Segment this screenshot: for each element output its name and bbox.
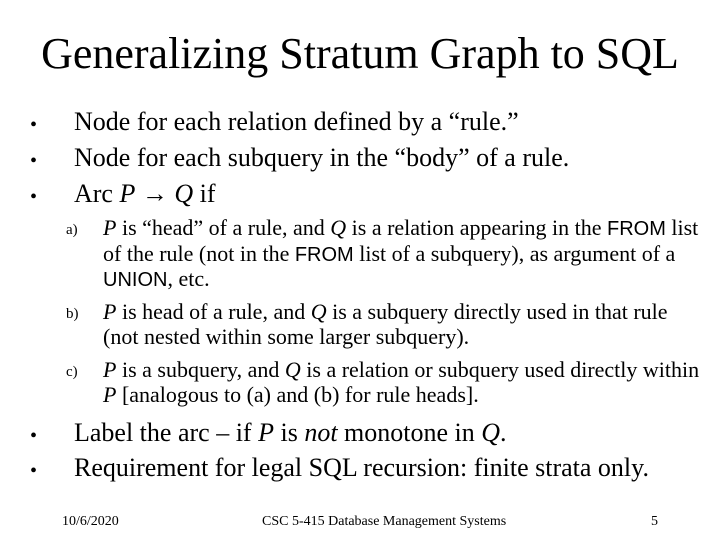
label-text-a: Label the arc – if (74, 418, 259, 447)
sub-item-run: Q (284, 357, 301, 382)
sub-item-run: list of the rule (not in the (103, 215, 699, 266)
label-text-d: . (500, 418, 507, 447)
bullet-text: Node for each relation defined by a “rule.” (74, 107, 519, 136)
bullet-marker: • (30, 150, 38, 172)
sub-item-run: P (103, 215, 117, 240)
bullet-text: Requirement for legal SQL recursion: finite strata only. (74, 453, 649, 482)
arc-q: Q (174, 179, 194, 208)
sub-item-run: Q (310, 299, 327, 324)
sub-item-run: P (103, 357, 117, 382)
sub-item-run: is a subquery directly used in that rule (not nested within some larger subquery). (103, 299, 668, 349)
sub-item-run: P (103, 299, 117, 324)
arc-p: P (119, 179, 136, 208)
sub-item-run: UNION (103, 269, 168, 291)
bullet-marker: • (30, 186, 38, 208)
footer-page-number: 5 (651, 514, 658, 529)
sub-item-run: is “head” of a rule, and (116, 215, 331, 240)
bullet-text (74, 418, 507, 448)
label-p: P (258, 418, 274, 447)
sub-item-label: c) (66, 364, 78, 380)
sub-item-label: a) (66, 222, 78, 238)
label-not: not (304, 418, 338, 447)
sub-item-run: [analogous to (a) and (b) for rule heads]. (116, 381, 479, 407)
sub-item-run: Q (330, 215, 347, 240)
sub-item-run: , etc. (167, 266, 210, 291)
arrow-symbol: → (141, 179, 168, 208)
sub-item-a (66, 215, 708, 293)
footer-course: CSC 5-415 Database Management Systems (262, 514, 507, 529)
label-text-b: is (273, 418, 305, 447)
bullet-text: Node for each subquery in the “body” of a rule. (74, 143, 570, 172)
bullet-marker: • (30, 114, 38, 136)
sub-item-run: FROM (607, 218, 666, 240)
sub-item-c (66, 357, 708, 407)
slide-title: Generalizing Stratum Graph to SQL (41, 29, 679, 78)
sub-item-run: is a subquery, and (116, 357, 285, 382)
sub-item-run: P (103, 381, 117, 407)
arc-prefix: Arc (74, 179, 120, 208)
sub-item-text (103, 215, 698, 291)
footer-date: 10/6/2020 (62, 514, 119, 529)
sub-item-label: b) (66, 306, 79, 322)
bullet-marker: • (30, 425, 38, 447)
sub-item-text (103, 299, 668, 349)
sub-item-run: is a relation or subquery used directly within (300, 357, 700, 382)
label-text-c: monotone in (337, 418, 482, 447)
sub-item-b (66, 299, 708, 349)
sub-item-run: is a relation appearing in the (346, 215, 607, 240)
arc-suffix: if (193, 179, 216, 208)
bullet-marker: • (30, 460, 38, 482)
bullet-text (74, 179, 216, 209)
label-q: Q (481, 418, 501, 447)
sub-item-run: FROM (294, 243, 354, 266)
sub-item-run: is head of a rule, and (116, 299, 311, 324)
sub-item-text (103, 357, 699, 407)
sub-item-run: list of a subquery), as argument of a (353, 240, 676, 266)
